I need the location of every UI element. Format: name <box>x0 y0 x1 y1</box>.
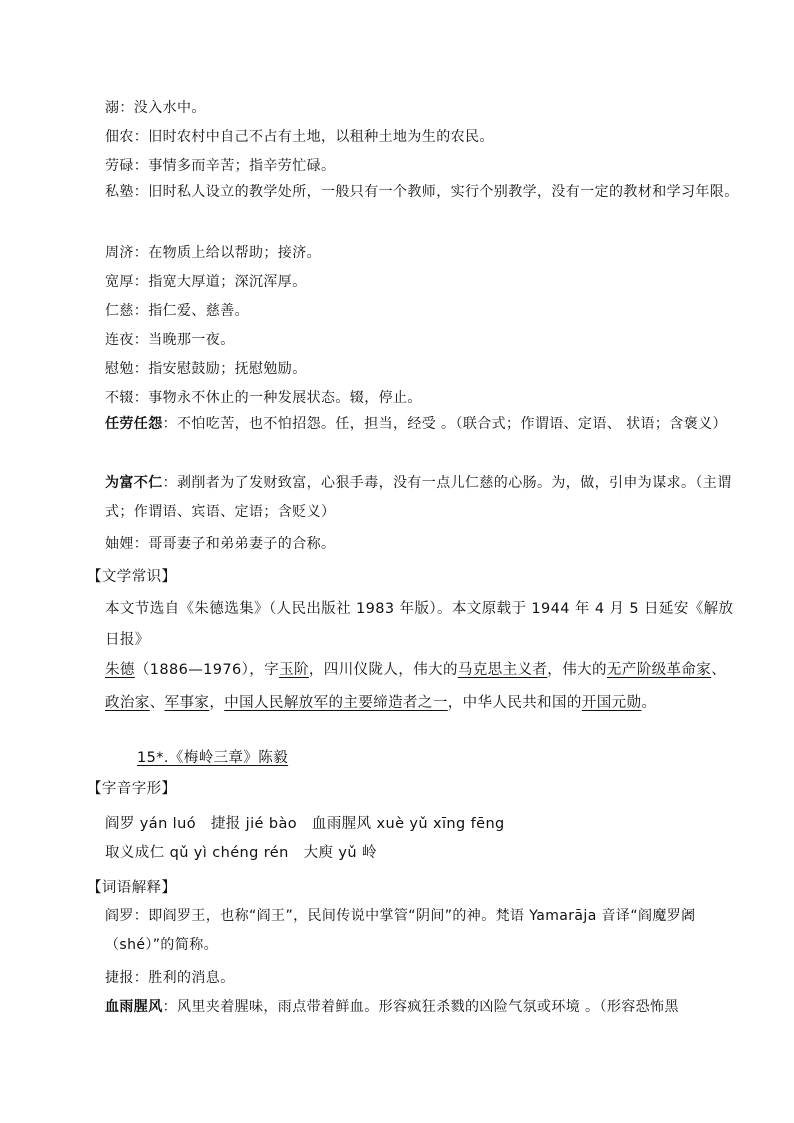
term-weifuburen: 为富不仁 <box>105 475 163 491</box>
author-title-statesman: 政治家 <box>105 695 150 711</box>
definition-ni: 溺：没入水中。 <box>105 100 206 116</box>
definition-weimian: 慰勉：指安慰鼓励；抚慰勉励。 <box>105 361 307 377</box>
definition-zhouji: 周济：在物质上给以帮助；接济。 <box>105 245 321 261</box>
author-text-great: ，伟大的 <box>547 662 607 678</box>
definition-diannong: 佃农：旧时农村中自己不占有土地，以租种土地为生的农民。 <box>105 129 494 145</box>
definition-weifuburen <box>91 469 741 527</box>
text-xueyuxingfeng: ：风里夹着腥味，雨点带着鲜血。形容疯狂杀戮的凶险气氛或环境 。（形容恐怖黑 <box>162 999 679 1015</box>
definition-yanluo: 阎罗：即阎罗王，也称“阎王”，民间传说中掌管“阴间”的神。梵语 Yamarāja 音译“阎魔罗阇（shé）”的简称。 <box>105 908 696 953</box>
pronunciation-line-2: 取义成仁 qǔ yì chéng rén 大庾 yǔ 岭 <box>105 845 377 861</box>
author-period: 。 <box>641 695 657 711</box>
text-renlaorenyuan: ：不怕吃苦，也不怕招怨。任，担当，经受 。（联合式；作谓语、定语、 状语；含褒义） <box>162 416 727 432</box>
pronunciation-line-1: 阎罗 yán luó 捷报 jié bào 血雨腥风 xuè yǔ xīng fēng <box>105 816 505 832</box>
definition-renci: 仁慈：指仁爱、慈善。 <box>105 303 249 319</box>
definition-zhouli: 妯娌：哥哥妻子和弟弟妻子的合称。 <box>105 536 336 552</box>
definition-buchuo: 不辍：事物永不休止的一种发展状态。辍，停止。 <box>105 390 422 406</box>
term-xueyuxingfeng: 血雨腥风 <box>105 999 163 1015</box>
definition-kuanhou: 宽厚：指宽大厚道；深沉浑厚。 <box>105 274 307 290</box>
definition-sishu: 私塾：旧时私人设立的教学处所，一般只有一个教师，实行个别教学，没有一定的教材和学习年限。 <box>105 184 739 200</box>
author-text-prc: ，中华人民共和国的 <box>447 695 582 711</box>
lesson-title-text: 15*.《梅岭三章》陈毅 <box>137 750 289 766</box>
literature-source: 本文节选自《朱德选集》（人民出版社 1983 年版）。本文原载于 1944 年 4 月 5 日延安《解放日报》 <box>105 601 734 648</box>
author-separator: ， <box>209 695 225 711</box>
author-name: 朱德 <box>105 662 135 678</box>
literature-author <box>91 654 741 720</box>
author-title-revolutionary: 无产阶级革命家 <box>606 662 712 678</box>
lesson-title <box>137 746 773 767</box>
definition-laolu: 劳碌：事情多而辛苦；指辛劳忙碌。 <box>105 158 336 174</box>
author-origin: ，四川仪陇人，伟大的 <box>308 662 458 678</box>
definition-lianye: 连夜：当晚那一夜。 <box>105 332 235 348</box>
definition-xueyuxingfeng <box>91 996 741 1016</box>
definition-renlaorenyuan <box>91 410 741 439</box>
author-title-marxist: 马克思主义者 <box>457 662 548 678</box>
author-title-strategist: 军事家 <box>164 695 210 711</box>
heading-vocabulary: 【词语解释】 <box>87 880 177 896</box>
text-weifuburen: ：剥削者为了发财致富，心狠手毒，没有一点儿仁慈的心肠。为，做，引申为谋求。（主谓式；作谓语、宾语、定语；含贬义） <box>105 475 732 520</box>
term-renlaorenyuan: 任劳任怨 <box>105 416 163 432</box>
author-title-founding-father: 开国元勋 <box>581 695 642 711</box>
author-dates: （1886—1976），字 <box>134 662 280 678</box>
author-courtesy-name: 玉阶 <box>279 662 309 678</box>
heading-pronunciation: 【字音字形】 <box>87 781 177 797</box>
author-separator: 、 <box>711 662 727 678</box>
author-separator: 、 <box>149 695 165 711</box>
heading-literature: 【文学常识】 <box>87 569 177 585</box>
author-title-founder-pla: 中国人民解放军的主要缔造者之一 <box>224 695 448 711</box>
definition-jiebao: 捷报：胜利的消息。 <box>105 970 235 986</box>
